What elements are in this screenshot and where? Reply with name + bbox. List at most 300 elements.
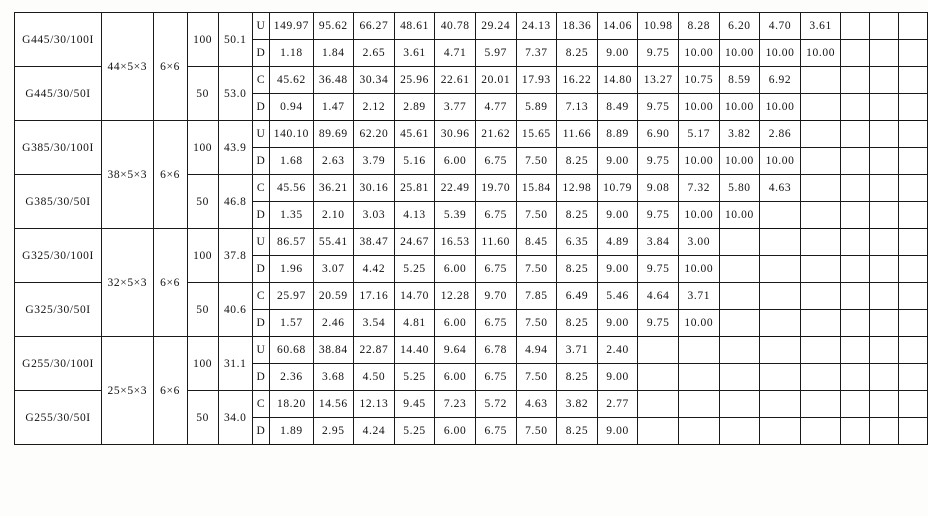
empty-cell	[841, 418, 870, 445]
count-value: 100	[187, 13, 218, 67]
empty-cell	[899, 418, 928, 445]
length-value: 40.6	[218, 283, 252, 337]
data-cell: 45.56	[270, 175, 313, 202]
data-cell: 6.75	[475, 148, 516, 175]
empty-cell	[760, 202, 801, 229]
data-cell: 36.21	[313, 175, 354, 202]
empty-cell	[899, 337, 928, 364]
empty-cell	[870, 337, 899, 364]
data-cell: 4.42	[354, 256, 395, 283]
count-value: 50	[187, 67, 218, 121]
data-cell: 5.25	[394, 364, 435, 391]
data-cell: 6.00	[435, 364, 476, 391]
data-cell: 6.90	[638, 121, 679, 148]
empty-cell	[870, 310, 899, 337]
empty-cell	[800, 337, 841, 364]
data-cell: 7.32	[678, 175, 719, 202]
data-cell: 8.25	[557, 40, 598, 67]
data-cell: 6.92	[760, 67, 801, 94]
empty-cell	[899, 175, 928, 202]
data-cell: 9.75	[638, 202, 679, 229]
data-cell: 8.45	[516, 229, 557, 256]
data-cell: 21.62	[475, 121, 516, 148]
data-cell: 20.01	[475, 67, 516, 94]
data-cell: 5.46	[597, 283, 638, 310]
data-cell: 5.25	[394, 256, 435, 283]
data-cell: 3.71	[678, 283, 719, 310]
data-cell: 1.68	[270, 148, 313, 175]
empty-cell	[841, 121, 870, 148]
data-cell: 8.25	[557, 310, 598, 337]
empty-cell	[638, 364, 679, 391]
data-cell: 3.82	[719, 121, 760, 148]
data-cell: 8.25	[557, 256, 598, 283]
data-cell: 3.68	[313, 364, 354, 391]
data-cell: 4.63	[760, 175, 801, 202]
data-cell: 16.22	[557, 67, 598, 94]
data-cell: 24.13	[516, 13, 557, 40]
row-type-code: U	[252, 337, 270, 364]
data-cell: 7.50	[516, 202, 557, 229]
data-cell: 5.89	[516, 94, 557, 121]
length-value: 31.1	[218, 337, 252, 391]
data-cell: 10.00	[760, 148, 801, 175]
empty-cell	[841, 175, 870, 202]
data-cell: 10.00	[760, 94, 801, 121]
row-type-code: C	[252, 175, 270, 202]
empty-cell	[870, 67, 899, 94]
row-type-code: D	[252, 364, 270, 391]
empty-cell	[760, 310, 801, 337]
empty-cell	[870, 283, 899, 310]
data-cell: 10.00	[719, 202, 760, 229]
bolt-size: 6×6	[153, 229, 187, 337]
data-cell: 10.00	[678, 94, 719, 121]
data-cell: 10.75	[678, 67, 719, 94]
data-cell: 2.86	[760, 121, 801, 148]
empty-cell	[800, 310, 841, 337]
empty-cell	[841, 148, 870, 175]
data-cell: 1.84	[313, 40, 354, 67]
data-cell: 4.50	[354, 364, 395, 391]
data-cell: 9.08	[638, 175, 679, 202]
empty-cell	[870, 40, 899, 67]
table-row	[15, 229, 928, 256]
data-cell: 4.89	[597, 229, 638, 256]
data-cell: 5.80	[719, 175, 760, 202]
count-value: 50	[187, 283, 218, 337]
data-cell: 12.13	[354, 391, 395, 418]
data-cell: 5.17	[678, 121, 719, 148]
data-cell: 1.89	[270, 418, 313, 445]
data-cell: 15.84	[516, 175, 557, 202]
data-cell: 8.49	[597, 94, 638, 121]
section-size: 25×5×3	[102, 337, 153, 445]
row-type-code: D	[252, 40, 270, 67]
empty-cell	[841, 13, 870, 40]
empty-cell	[870, 256, 899, 283]
data-cell: 6.49	[557, 283, 598, 310]
data-cell: 29.24	[475, 13, 516, 40]
data-cell: 12.28	[435, 283, 476, 310]
empty-cell	[899, 13, 928, 40]
data-cell: 9.70	[475, 283, 516, 310]
data-cell: 10.00	[760, 40, 801, 67]
data-cell: 6.00	[435, 148, 476, 175]
empty-cell	[800, 94, 841, 121]
data-cell: 4.63	[516, 391, 557, 418]
data-cell: 8.25	[557, 148, 598, 175]
empty-cell	[678, 391, 719, 418]
row-type-code: D	[252, 94, 270, 121]
section-size: 32×5×3	[102, 229, 153, 337]
empty-cell	[800, 256, 841, 283]
data-cell: 6.75	[475, 364, 516, 391]
data-cell: 1.47	[313, 94, 354, 121]
data-cell: 14.06	[597, 13, 638, 40]
data-cell: 89.69	[313, 121, 354, 148]
data-cell: 10.00	[678, 148, 719, 175]
data-cell: 45.61	[394, 121, 435, 148]
data-cell: 40.78	[435, 13, 476, 40]
data-cell: 5.39	[435, 202, 476, 229]
empty-cell	[638, 391, 679, 418]
empty-cell	[760, 337, 801, 364]
empty-cell	[719, 283, 760, 310]
data-cell: 55.41	[313, 229, 354, 256]
count-value: 50	[187, 391, 218, 445]
data-cell: 13.27	[638, 67, 679, 94]
data-cell: 4.70	[760, 13, 801, 40]
data-cell: 25.97	[270, 283, 313, 310]
data-cell: 10.00	[678, 310, 719, 337]
table-body	[15, 13, 928, 445]
table-row	[15, 337, 928, 364]
data-cell: 140.10	[270, 121, 313, 148]
row-type-code: C	[252, 283, 270, 310]
row-label: G445/30/100I	[15, 13, 102, 67]
data-cell: 2.77	[597, 391, 638, 418]
data-cell: 7.23	[435, 391, 476, 418]
data-cell: 30.34	[354, 67, 395, 94]
data-cell: 10.00	[719, 40, 760, 67]
data-cell: 9.64	[435, 337, 476, 364]
data-cell: 9.00	[597, 418, 638, 445]
length-value: 46.8	[218, 175, 252, 229]
data-cell: 3.77	[435, 94, 476, 121]
data-cell: 7.50	[516, 418, 557, 445]
row-type-code: D	[252, 148, 270, 175]
data-cell: 1.35	[270, 202, 313, 229]
empty-cell	[841, 229, 870, 256]
data-cell: 8.89	[597, 121, 638, 148]
row-type-code: D	[252, 418, 270, 445]
data-cell: 1.18	[270, 40, 313, 67]
data-cell: 3.82	[557, 391, 598, 418]
data-cell: 2.46	[313, 310, 354, 337]
data-cell: 12.98	[557, 175, 598, 202]
empty-cell	[800, 121, 841, 148]
empty-cell	[760, 283, 801, 310]
data-cell: 9.00	[597, 364, 638, 391]
count-value: 50	[187, 175, 218, 229]
empty-cell	[800, 67, 841, 94]
data-cell: 10.00	[719, 94, 760, 121]
empty-cell	[870, 94, 899, 121]
data-cell: 9.75	[638, 94, 679, 121]
data-cell: 6.35	[557, 229, 598, 256]
data-cell: 3.71	[557, 337, 598, 364]
data-cell: 66.27	[354, 13, 395, 40]
data-cell: 4.64	[638, 283, 679, 310]
empty-cell	[760, 391, 801, 418]
length-value: 53.0	[218, 67, 252, 121]
empty-cell	[638, 418, 679, 445]
data-cell: 60.68	[270, 337, 313, 364]
bolt-size: 6×6	[153, 13, 187, 121]
empty-cell	[800, 391, 841, 418]
data-cell: 11.60	[475, 229, 516, 256]
data-cell: 95.62	[313, 13, 354, 40]
empty-cell	[719, 310, 760, 337]
empty-cell	[800, 229, 841, 256]
data-cell: 8.25	[557, 418, 598, 445]
data-cell: 3.54	[354, 310, 395, 337]
data-cell: 25.81	[394, 175, 435, 202]
data-cell: 3.61	[394, 40, 435, 67]
row-label: G445/30/50I	[15, 67, 102, 121]
data-cell: 20.59	[313, 283, 354, 310]
empty-cell	[899, 391, 928, 418]
data-cell: 4.24	[354, 418, 395, 445]
empty-cell	[719, 229, 760, 256]
empty-cell	[841, 283, 870, 310]
data-cell: 9.75	[638, 40, 679, 67]
data-cell: 5.16	[394, 148, 435, 175]
data-cell: 0.94	[270, 94, 313, 121]
empty-cell	[870, 391, 899, 418]
data-cell: 9.75	[638, 256, 679, 283]
row-type-code: D	[252, 256, 270, 283]
data-cell: 9.00	[597, 148, 638, 175]
row-label: G325/30/50I	[15, 283, 102, 337]
data-table	[14, 12, 928, 445]
row-type-code: D	[252, 310, 270, 337]
empty-cell	[870, 13, 899, 40]
empty-cell	[841, 202, 870, 229]
data-cell: 4.81	[394, 310, 435, 337]
length-value: 50.1	[218, 13, 252, 67]
empty-cell	[760, 229, 801, 256]
data-cell: 4.71	[435, 40, 476, 67]
empty-cell	[678, 337, 719, 364]
empty-cell	[841, 40, 870, 67]
empty-cell	[841, 391, 870, 418]
data-cell: 2.65	[354, 40, 395, 67]
row-label: G325/30/100I	[15, 229, 102, 283]
empty-cell	[841, 337, 870, 364]
data-cell: 10.79	[597, 175, 638, 202]
length-value: 43.9	[218, 121, 252, 175]
row-label: G385/30/50I	[15, 175, 102, 229]
data-cell: 1.96	[270, 256, 313, 283]
row-type-code: U	[252, 229, 270, 256]
empty-cell	[719, 256, 760, 283]
empty-cell	[800, 283, 841, 310]
empty-cell	[870, 364, 899, 391]
data-cell: 7.50	[516, 256, 557, 283]
data-cell: 6.20	[719, 13, 760, 40]
data-cell: 3.84	[638, 229, 679, 256]
empty-cell	[899, 121, 928, 148]
data-cell: 8.25	[557, 202, 598, 229]
data-cell: 22.87	[354, 337, 395, 364]
length-value: 37.8	[218, 229, 252, 283]
data-cell: 6.75	[475, 202, 516, 229]
empty-cell	[899, 229, 928, 256]
data-cell: 17.16	[354, 283, 395, 310]
empty-cell	[719, 391, 760, 418]
empty-cell	[899, 364, 928, 391]
data-cell: 6.75	[475, 256, 516, 283]
data-cell: 14.70	[394, 283, 435, 310]
data-cell: 8.28	[678, 13, 719, 40]
data-cell: 2.63	[313, 148, 354, 175]
table-row	[15, 121, 928, 148]
data-cell: 2.95	[313, 418, 354, 445]
data-cell: 3.79	[354, 148, 395, 175]
length-value: 34.0	[218, 391, 252, 445]
data-cell: 9.00	[597, 202, 638, 229]
empty-cell	[870, 229, 899, 256]
empty-cell	[800, 148, 841, 175]
data-cell: 14.56	[313, 391, 354, 418]
empty-cell	[899, 148, 928, 175]
data-cell: 9.00	[597, 256, 638, 283]
section-size: 44×5×3	[102, 13, 153, 121]
data-cell: 10.00	[719, 148, 760, 175]
data-cell: 7.50	[516, 364, 557, 391]
data-cell: 10.98	[638, 13, 679, 40]
empty-cell	[800, 364, 841, 391]
data-cell: 6.00	[435, 418, 476, 445]
empty-cell	[841, 310, 870, 337]
data-cell: 17.93	[516, 67, 557, 94]
data-cell: 86.57	[270, 229, 313, 256]
data-cell: 9.00	[597, 40, 638, 67]
table-row	[15, 13, 928, 40]
empty-cell	[899, 283, 928, 310]
data-cell: 7.50	[516, 148, 557, 175]
data-cell: 62.20	[354, 121, 395, 148]
data-cell: 9.75	[638, 148, 679, 175]
data-cell: 18.36	[557, 13, 598, 40]
data-cell: 38.84	[313, 337, 354, 364]
empty-cell	[719, 337, 760, 364]
empty-cell	[899, 256, 928, 283]
data-cell: 4.13	[394, 202, 435, 229]
empty-cell	[899, 40, 928, 67]
data-cell: 22.49	[435, 175, 476, 202]
data-cell: 6.75	[475, 310, 516, 337]
data-cell: 5.25	[394, 418, 435, 445]
empty-cell	[800, 175, 841, 202]
row-type-code: C	[252, 391, 270, 418]
empty-cell	[899, 202, 928, 229]
data-cell: 16.53	[435, 229, 476, 256]
data-cell: 9.00	[597, 310, 638, 337]
data-cell: 14.40	[394, 337, 435, 364]
data-cell: 15.65	[516, 121, 557, 148]
data-cell: 4.77	[475, 94, 516, 121]
data-cell: 2.40	[597, 337, 638, 364]
empty-cell	[800, 418, 841, 445]
data-cell: 6.78	[475, 337, 516, 364]
data-cell: 3.03	[354, 202, 395, 229]
data-cell: 48.61	[394, 13, 435, 40]
empty-cell	[841, 256, 870, 283]
data-cell: 7.50	[516, 310, 557, 337]
data-cell: 19.70	[475, 175, 516, 202]
count-value: 100	[187, 121, 218, 175]
data-cell: 11.66	[557, 121, 598, 148]
empty-cell	[719, 364, 760, 391]
data-cell: 30.16	[354, 175, 395, 202]
data-cell: 10.00	[678, 202, 719, 229]
data-cell: 3.61	[800, 13, 841, 40]
data-cell: 2.36	[270, 364, 313, 391]
data-cell: 45.62	[270, 67, 313, 94]
data-cell: 6.00	[435, 256, 476, 283]
data-cell: 10.00	[678, 40, 719, 67]
data-cell: 2.89	[394, 94, 435, 121]
data-cell: 5.97	[475, 40, 516, 67]
empty-cell	[678, 418, 719, 445]
data-cell: 30.96	[435, 121, 476, 148]
data-cell: 3.07	[313, 256, 354, 283]
empty-cell	[870, 202, 899, 229]
row-type-code: U	[252, 13, 270, 40]
row-type-code: D	[252, 202, 270, 229]
empty-cell	[841, 94, 870, 121]
data-cell: 3.00	[678, 229, 719, 256]
empty-cell	[760, 256, 801, 283]
count-value: 100	[187, 337, 218, 391]
data-cell: 7.85	[516, 283, 557, 310]
empty-cell	[760, 418, 801, 445]
count-value: 100	[187, 229, 218, 283]
data-cell: 24.67	[394, 229, 435, 256]
data-cell: 2.12	[354, 94, 395, 121]
empty-cell	[760, 364, 801, 391]
empty-cell	[841, 364, 870, 391]
data-cell: 9.75	[638, 310, 679, 337]
data-cell: 10.00	[678, 256, 719, 283]
bolt-size: 6×6	[153, 121, 187, 229]
empty-cell	[870, 121, 899, 148]
data-cell: 9.45	[394, 391, 435, 418]
empty-cell	[719, 418, 760, 445]
data-cell: 5.72	[475, 391, 516, 418]
row-label: G255/30/50I	[15, 391, 102, 445]
empty-cell	[638, 337, 679, 364]
row-label: G385/30/100I	[15, 121, 102, 175]
row-type-code: C	[252, 67, 270, 94]
empty-cell	[899, 67, 928, 94]
empty-cell	[678, 364, 719, 391]
bolt-size: 6×6	[153, 337, 187, 445]
row-label: G255/30/100I	[15, 337, 102, 391]
